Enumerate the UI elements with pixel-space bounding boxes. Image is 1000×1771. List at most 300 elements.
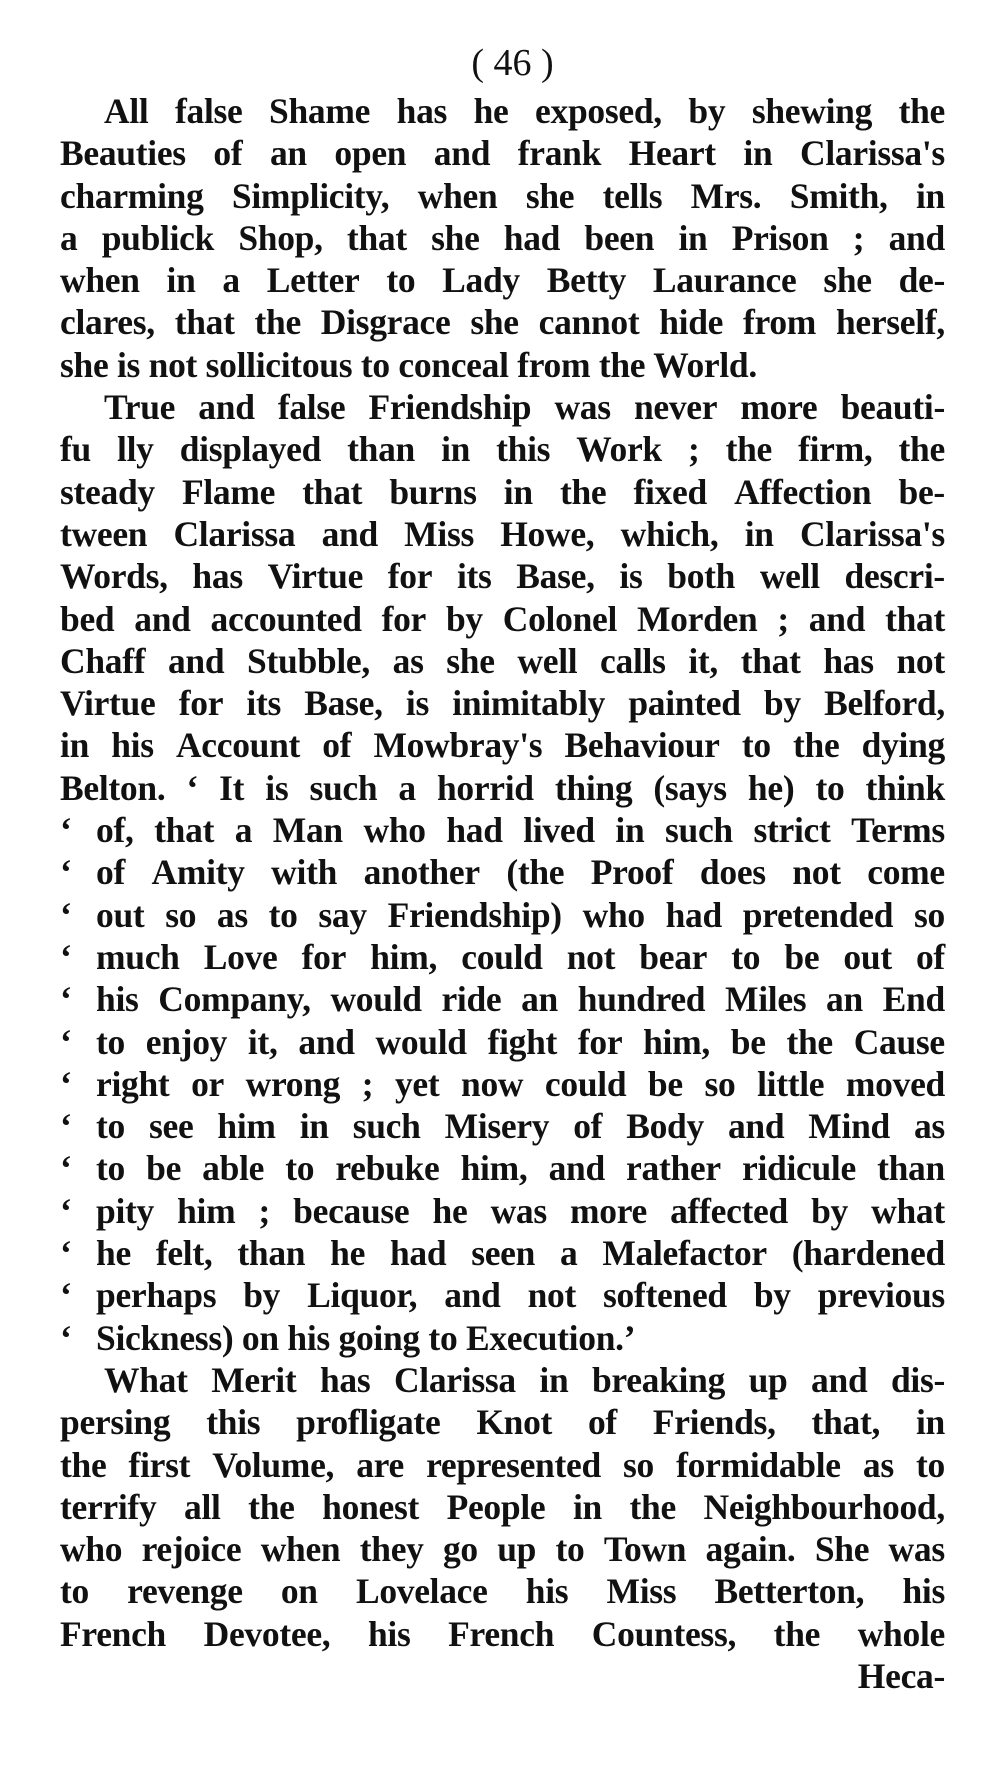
word: Disgrace [320,302,451,343]
word: that, [811,1402,881,1443]
word: Virtue [60,683,156,724]
word: dis- [890,1359,945,1400]
word: be [730,1021,766,1062]
word: perhaps [96,1275,217,1316]
quoted-line [60,1232,945,1274]
word: firm, [798,429,873,470]
word: Account [175,725,301,766]
word: Clarissa [393,1359,516,1400]
word: clares, [60,302,155,343]
word: (says [653,767,727,808]
word: by [445,598,483,639]
word: enjoy [145,1021,228,1062]
word: charming [60,175,204,216]
text-line [60,640,945,682]
word: which, [620,513,719,554]
word: Prison [731,217,829,258]
word: be [146,1148,182,1189]
word: Colonel [502,598,618,639]
word: whole [857,1613,945,1654]
word: to [96,1021,125,1062]
word: ; [777,598,789,639]
word: its [456,556,492,597]
word: for [381,598,427,639]
word: ‘ [186,767,199,808]
word: breaking [591,1359,726,1400]
word: Mowbray's [373,725,543,766]
word: for [301,936,347,977]
word: fixed [633,471,707,512]
word: inimitably [452,683,606,724]
word: Merit [211,1359,297,1400]
word: for [387,556,433,597]
word: as [392,640,424,681]
word: Base, [516,556,595,597]
word: that [346,217,407,258]
word: honest [322,1486,420,1527]
word: false [175,91,243,131]
quote-mark: ‘ [60,1317,72,1358]
text-line [60,471,945,513]
word: frank [517,133,602,174]
word: Letter [266,260,360,301]
paragraph-friendship [60,386,945,1359]
word: able [202,1148,265,1189]
word: a [398,767,416,808]
word: of [322,725,352,766]
word: not [527,1275,577,1316]
word: up [497,1529,537,1570]
quote-mark: ‘ [60,1233,72,1274]
word: True [104,387,176,428]
word: him, [643,1021,710,1062]
word: (hardened [791,1233,945,1274]
word: Behaviour [564,725,720,766]
word: of [573,1106,603,1147]
quoted-line [60,809,945,851]
word: could [461,936,543,977]
word: Heart [628,133,716,174]
word: has [823,640,874,681]
word: Base, [304,683,383,724]
quoted-text [96,1063,945,1105]
word: in [539,1359,569,1400]
word: could [544,1063,627,1104]
word: and [811,1359,868,1400]
word: lly [117,429,154,470]
word: the [793,725,840,766]
word: and [444,1275,501,1316]
word: has [192,556,243,597]
word: was [888,1529,945,1570]
word: much [96,936,180,977]
word: She [814,1529,870,1570]
word: End [882,979,945,1020]
word: little [757,1063,825,1104]
word: Amity [151,852,245,893]
word: to [555,1529,585,1570]
word: as [216,894,248,935]
text-line [60,767,945,809]
word: more [570,1190,647,1231]
word: its [246,683,282,724]
quote-mark: ‘ [60,1106,72,1147]
word: Town [603,1529,687,1570]
word: be- [898,471,945,512]
word: well [517,640,578,681]
quote-mark: ‘ [60,852,72,893]
word: Belford, [824,683,945,724]
word: because [293,1190,410,1231]
text-line [60,1444,945,1486]
quote-mark: ‘ [60,1190,72,1231]
word: his [96,979,139,1020]
quoted-line [60,894,945,936]
word: ; [258,1190,271,1231]
word: Belton. [60,767,166,808]
word: in [678,217,708,258]
word: and [433,133,491,174]
word: to [268,894,298,935]
text-line [60,1613,945,1655]
word: calls [600,640,666,681]
word: People [446,1486,546,1527]
text-line [60,1401,945,1443]
word: felt, [155,1233,213,1274]
word: in [743,133,773,174]
word: cannot [538,302,640,343]
word: was [490,1190,547,1231]
text-line [60,555,945,597]
text-line [60,598,945,640]
quoted-text [96,1147,945,1189]
word: him, [370,936,438,977]
word: had [389,1233,447,1274]
text-line [60,301,945,343]
word: or [191,1063,224,1104]
word: such [352,1106,421,1147]
word: rebuke [335,1148,440,1189]
word: Friendship [368,387,532,428]
word: Beauties [60,133,186,174]
word: Chaff [60,640,146,681]
text-line [60,1486,945,1528]
word: What [104,1359,188,1400]
word: hundred [577,979,706,1020]
word: him, [460,1148,528,1189]
word: has [319,1359,371,1400]
word: he [96,1233,131,1274]
word: all [184,1486,221,1527]
word: ; [852,217,865,258]
word: the [773,1613,821,1654]
word: than [347,429,415,470]
word: his [902,1571,945,1612]
word: ride [441,979,502,1020]
word: fu [60,429,91,470]
word: she [431,217,480,258]
word: his [111,725,154,766]
word: up [748,1359,788,1400]
word: had [503,217,561,258]
word: never [633,387,718,428]
word: in [915,1402,945,1443]
word: more [740,387,818,428]
word: Affection [734,471,872,512]
word: bed [60,598,115,639]
word: his [367,1613,411,1654]
word: lived [523,810,595,851]
word: and [134,598,191,639]
word: this [496,429,551,470]
quoted-text [96,1021,945,1063]
word: by [243,1275,281,1316]
word: he [330,1233,366,1274]
word: and [808,598,866,639]
quoted-line [60,936,945,978]
word: Devotee, [203,1613,331,1654]
word: and [321,513,378,554]
word: of [587,1402,617,1443]
word: Man [272,810,343,851]
word: the [725,429,772,470]
text-line: she is not sollicitous to conceal from the World. [60,344,757,385]
word: ridicule [741,1148,856,1189]
quoted-line [60,1147,945,1189]
text-line [60,132,945,174]
word: Countess, [591,1613,737,1654]
word: Betterton, [714,1571,865,1612]
word: open [334,133,407,174]
word: when [260,1529,341,1570]
word: such [665,810,733,851]
word: steady [60,471,155,512]
word: affected [670,1190,788,1231]
word: pity [96,1190,154,1231]
word: Virtue [267,556,364,597]
word: see [148,1106,194,1147]
word: that [174,302,235,343]
word: horrid [436,767,534,808]
quote-mark: ‘ [60,1148,72,1189]
word: thing [554,767,633,808]
word: his [525,1571,569,1612]
word: Friends, [652,1402,776,1443]
word: in [572,1486,602,1527]
word: Betty [546,260,627,301]
word: beauti- [840,387,945,428]
word: when [60,260,140,301]
quoted-text [96,936,945,978]
word: dying [861,725,945,766]
word: wrong [245,1063,341,1104]
word: in [299,1106,329,1147]
word: out [96,894,145,935]
word: so [623,1444,655,1485]
word: she [446,640,495,681]
word: to [285,1148,315,1189]
quoted-line [60,1190,945,1232]
word: from [743,302,817,343]
text-line [60,682,945,724]
word: than [237,1233,306,1274]
paragraph-clarissa-merit [60,1359,945,1655]
word: to [96,1148,125,1189]
text-line [60,513,945,555]
word: again. [705,1529,796,1570]
word: well [759,556,820,597]
paragraph-false-shame [60,90,945,386]
word: Miss [404,513,474,554]
word: Stubble, [247,640,370,681]
word: painted [628,683,741,724]
word: an [826,979,863,1020]
word: he [473,91,509,131]
word: the [629,1486,676,1527]
word: it, [688,640,718,681]
word: Mrs. [690,175,762,216]
word: with [271,852,338,893]
word: pretended [742,894,894,935]
word: Simplicity, [231,175,390,216]
word: and [167,640,225,681]
quote-mark: ‘ [60,1275,72,1316]
word: yet [394,1063,440,1104]
word: such [309,767,378,808]
word: Words, [60,556,168,597]
word: Flame [181,471,276,512]
word: Clarissa's [799,513,945,554]
word: an [521,979,559,1020]
word: of [213,133,243,174]
quote-mark: ‘ [60,979,72,1020]
word: who [60,1529,123,1570]
quoted-text [96,809,945,851]
word: a [234,810,253,851]
word: (the [506,852,565,893]
word: Cause [853,1021,945,1062]
book-page [60,40,945,1697]
quote-mark: ‘ [60,810,72,851]
word: Howe, [500,513,595,554]
word: who [582,894,645,935]
word: on [280,1571,318,1612]
word: persing [60,1402,171,1443]
quote-mark: ‘ [60,1021,72,1062]
word: by [688,91,726,131]
word: Work [576,429,662,470]
word: and [727,1106,785,1147]
word: to [96,1106,125,1147]
text-line [60,259,945,301]
word: Miss [606,1571,677,1612]
word: shewing [751,91,873,131]
word: false [277,387,346,428]
word: revenge [127,1571,243,1612]
word: the [559,471,607,512]
word: him [177,1190,236,1231]
word: tween [60,513,148,554]
word: would [330,979,422,1020]
word: French [448,1613,555,1654]
word: is [619,556,643,597]
word: Body [626,1106,704,1147]
quoted-text [96,851,945,893]
word: Shop, [238,217,323,258]
word: ; [687,429,700,470]
word: another [363,852,480,893]
word: softened [603,1275,727,1316]
word: in [503,471,533,512]
word: are [356,1444,404,1485]
word: rather [626,1148,721,1189]
word: seen [471,1233,536,1274]
word: Malefactor [602,1233,767,1274]
quoted-text [96,1105,945,1147]
word: that [302,471,363,512]
text-line [60,90,945,132]
word: and [888,217,945,258]
word: the [248,1486,295,1527]
word: in [615,810,645,851]
word: the [254,302,301,343]
word: what [871,1190,945,1231]
word: and [548,1148,605,1189]
word: she [470,302,519,343]
word: the [898,429,945,470]
word: and [298,1021,355,1062]
word: both [667,556,736,597]
text-line [60,175,945,217]
word: Terms [851,810,945,851]
quoted-text [96,978,945,1020]
word: an [269,133,307,174]
word: has [396,91,448,131]
word: Liquor, [307,1275,418,1316]
word: a [559,1233,578,1274]
word: so [704,1063,736,1104]
word: had [446,810,503,851]
word: Company, [158,979,311,1020]
word: and [198,387,255,428]
page-number: ( 46 ) [471,42,554,84]
word: for [178,683,224,724]
word: been [584,217,655,258]
word: is [405,683,429,724]
word: It [219,767,245,808]
word: displayed [179,429,322,470]
quote-mark: ‘ [60,1063,72,1104]
word: formidable [676,1444,841,1485]
word: de- [898,260,945,301]
word: she [823,260,872,301]
quoted-line [60,851,945,893]
quoted-line [60,1105,945,1147]
quoted-text [96,1274,945,1316]
word: Friendship) [387,894,562,935]
word: Smith, [789,175,888,216]
word: bear [639,936,708,977]
word: Laurance [652,260,797,301]
word: strict [753,810,831,851]
word: so [913,894,945,935]
word: All [104,91,149,131]
word: not [896,640,945,681]
word: come [867,852,945,893]
text-line [60,386,945,428]
word: that [154,810,215,851]
word: she [525,175,575,216]
